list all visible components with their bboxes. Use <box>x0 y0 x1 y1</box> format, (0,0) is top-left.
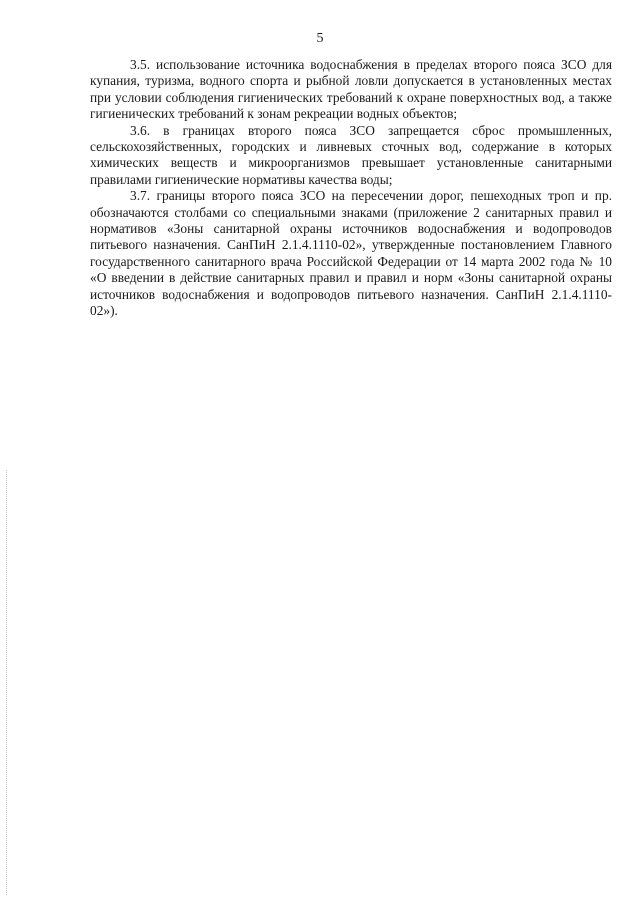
scan-edge-dots <box>6 470 7 895</box>
paragraph-3-7: 3.7. границы второго пояса ЗСО на пересечении дорог, пешеходных троп и пр. обозначаются столбами со специальными знаками (приложение 2 санитарных правил и нормативов «Зоны санитарной охраны источников водоснабжения и водопроводов питьевого назначения. СанПиН 2.1.4.1110-02», утвержденные постановлением Главного государственного санитарного врача Российской Федерации от 14 марта 2002 года № 10 «О введении в действие санитарных правил и правил и норм «Зоны санитарной охраны источников водоснабжения и водопроводов питьевого назначения. СанПиН 2.1.4.1110-02»). <box>90 188 612 319</box>
page-number: 5 <box>316 31 324 46</box>
document-body <box>90 57 612 320</box>
paragraph-3-5: 3.5. использование источника водоснабжения в пределах второго пояса ЗСО для купания, туризма, водного спорта и рыбной ловли допускается в установленных местах при условии соблюдения гигиенических требований к охране поверхностных вод, а также гигиенических требований к зонам рекреации водных объектов; <box>90 57 612 122</box>
paragraph-3-6: 3.6. в границах второго пояса ЗСО запрещается сброс промышленных, сельскохозяйственных, городских и ливневых сточных вод, содержание в которых химических веществ и микроорганизмов превышает установленные санитарными правилами гигиенические нормативы качества воды; <box>90 122 612 187</box>
